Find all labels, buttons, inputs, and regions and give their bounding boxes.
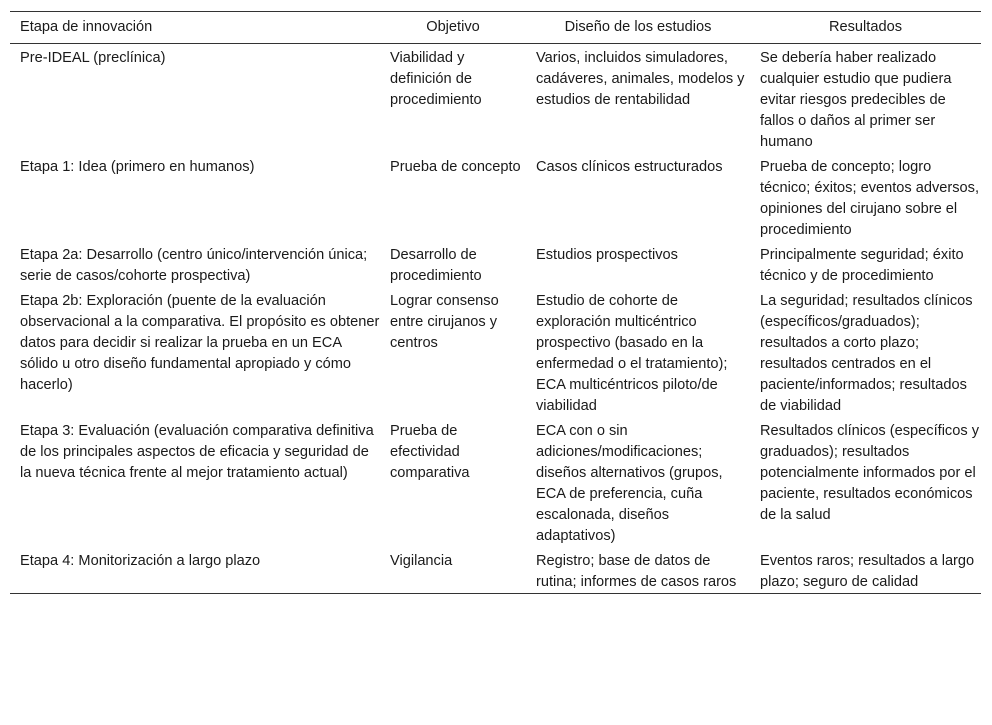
header-design: Diseño de los estudios — [564, 19, 712, 35]
cell-objective: Viabilidad y definición de procedimiento — [390, 50, 482, 108]
cell-design: Estudios prospectivos — [536, 247, 678, 263]
cell-stage: Etapa 2b: Exploración (puente de la evaluación observacional a la comparativa. El propósito es obtener datos para decidir si realizar la prueba en un ECA sólido u otro diseño fundamental apropiado y cómo hacerlo) — [20, 293, 380, 393]
header-results: Resultados — [828, 19, 902, 35]
cell-stage: Etapa 4: Monitorización a largo plazo — [20, 553, 261, 569]
table-row — [10, 44, 981, 154]
header-stage: Etapa de innovación — [20, 19, 153, 35]
table-row — [10, 241, 981, 287]
cell-results: Prueba de concepto; logro técnico; éxitos; eventos adversos, opiniones del cirujano sobre el procedimiento — [760, 159, 980, 238]
cell-design: Estudio de cohorte de exploración multicéntrico prospectivo (basado en la enfermedad o el tratamiento); ECA multicéntricos piloto/de viabilidad — [536, 293, 728, 414]
table-header-row — [10, 12, 981, 44]
cell-objective: Prueba de efectividad comparativa — [390, 423, 470, 481]
table-row — [10, 417, 981, 547]
ideal-stages-table-container — [10, 11, 981, 594]
table-row — [10, 547, 981, 594]
cell-results: Resultados clínicos (específicos y graduados); resultados potencialmente informados por el paciente, resultados económicos de la salud — [760, 423, 979, 523]
cell-results: Eventos raros; resultados a largo plazo; seguro de calidad — [760, 553, 975, 590]
header-objective: Objetivo — [426, 19, 480, 35]
table-row — [10, 287, 981, 417]
cell-stage: Etapa 3: Evaluación (evaluación comparativa definitiva de los principales aspectos de eficacia y seguridad de la nueva técnica frente al mejor tratamiento actual) — [20, 423, 374, 481]
cell-objective: Desarrollo de procedimiento — [390, 247, 482, 284]
cell-design: ECA con o sin adiciones/modificaciones; diseños alternativos (grupos, ECA de preferencia, cuña escalonada, diseños adaptativos) — [536, 423, 723, 544]
cell-objective: Lograr consenso entre cirujanos y centros — [390, 293, 499, 351]
cell-design: Casos clínicos estructurados — [536, 159, 723, 175]
ideal-stages-table — [10, 11, 981, 594]
table-row — [10, 153, 981, 241]
cell-design: Varios, incluidos simuladores, cadáveres, animales, modelos y estudios de rentabilidad — [536, 50, 745, 108]
cell-results: Se debería haber realizado cualquier estudio que pudiera evitar riesgos predecibles de fallos o daños al primer ser humano — [760, 50, 952, 150]
cell-results: La seguridad; resultados clínicos (específicos/graduados); resultados a corto plazo; resultados centrados en el paciente/informados; resultados de viabilidad — [760, 293, 973, 414]
cell-objective: Prueba de concepto — [390, 159, 521, 175]
cell-stage: Pre-IDEAL (preclínica) — [20, 50, 166, 66]
cell-objective: Vigilancia — [390, 553, 453, 569]
cell-results: Principalmente seguridad; éxito técnico y de procedimiento — [760, 247, 964, 284]
cell-stage: Etapa 2a: Desarrollo (centro único/intervención única; serie de casos/cohorte prospectiva) — [20, 247, 368, 284]
cell-stage: Etapa 1: Idea (primero en humanos) — [20, 159, 255, 175]
cell-design: Registro; base de datos de rutina; informes de casos raros — [536, 553, 737, 590]
